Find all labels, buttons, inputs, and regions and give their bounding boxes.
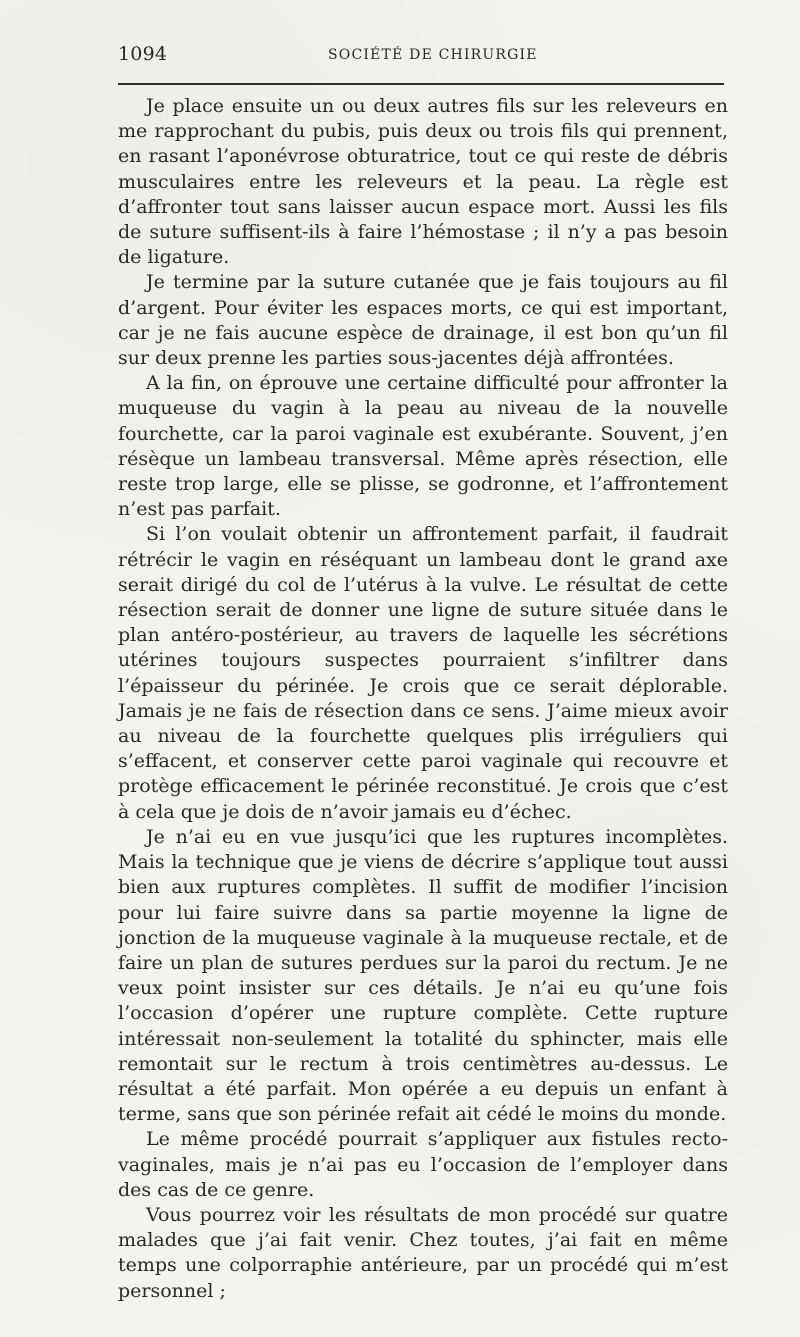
page-number: 1094 (118, 43, 168, 65)
body-text (118, 94, 728, 1304)
running-head: SOCIÉTÉ DE CHIRURGIE (328, 47, 538, 63)
paragraph: Le même procédé pourrait s’appliquer aux fistules recto-vaginales, mais je n’ai pas eu l’occasion de l’employer dans des cas de ce genre. (118, 1128, 728, 1201)
paragraph: Je termine par la suture cutanée que je fais toujours au fil d’argent. Pour éviter les espaces morts, ce qui est important, car je ne fais aucune espèce de drainage, il est bon qu’un fil sur deux prenne les parties sous-jacentes déjà affrontées. (118, 271, 728, 370)
page-header (118, 43, 728, 75)
paragraph: A la fin, on éprouve une certaine difficulté pour affronter la muqueuse du vagin à la peau au niveau de la nouvelle fourchette, car la paroi vaginale est exubérante. Souvent, j’en résèque un lambeau transversal. Même après résection, elle reste trop large, elle se plisse, se godronne, et l’affrontement n’est pas parfait. (118, 372, 728, 521)
paragraph: Je place ensuite un ou deux autres fils sur les releveurs en me rapprochant du pubis, puis deux ou trois fils qui prennent, en rasant l’aponévrose obturatrice, tout ce qui reste de débris musculaires entre les releveurs et la peau. La règle est d’affronter tout sans laisser aucun espace mort. Aussi les fils de suture suffisent-ils à faire l’hémostase ; il n’y a pas besoin de ligature. (118, 95, 728, 269)
paragraph: Je n’ai eu en vue jusqu’ici que les ruptures incomplètes. Mais la technique que je viens de décrire s’applique tout aussi bien aux ruptures complètes. Il suffit de modifier l’incision pour lui faire suivre dans sa partie moyenne la ligne de jonction de la muqueuse vaginale à la muqueuse rectale, et de faire un plan de sutures perdues sur la paroi du rectum. Je ne veux point insister sur ces détails. Je n’ai eu qu’une fois l’occasion d’opérer une rupture complète. Cette rupture intéressait non-seulement la totalité du sphincter, mais elle remontait sur le rectum à trois centimètres au-dessus. Le résultat a été parfait. Mon opérée a eu depuis un enfant à terme, sans que son périnée refait ait cédé le moins du monde. (118, 825, 728, 1126)
header-rule (118, 83, 724, 85)
paragraph: Si l’on voulait obtenir un affrontement parfait, il faudrait rétrécir le vagin en réséquant un lambeau dont le grand axe serait dirigé du col de l’utérus à la vulve. Le résultat de cette résection serait de donner une ligne de suture située dans le plan antéro-postérieur, au travers de laquelle les sécrétions utérines toujours suspectes pourraient s’infiltrer dans l’épaisseur du périnée. Je crois que ce serait déplorable. Jamais je ne fais de résection dans ce sens. J’aime mieux avoir au niveau de la fourchette quelques plis irréguliers qui s’effacent, et conserver cette paroi vaginale qui recouvre et protège efficacement le périnée reconstitué. Je crois que c’est à cela que je dois de n’avoir jamais eu d’échec. (118, 523, 728, 823)
paragraph: Vous pourrez voir les résultats de mon procédé sur quatre malades que j’ai fait venir. Chez toutes, j’ai fait en même temps une colporraphie antérieure, par un procédé qui m’est personnel ; (118, 1203, 728, 1302)
